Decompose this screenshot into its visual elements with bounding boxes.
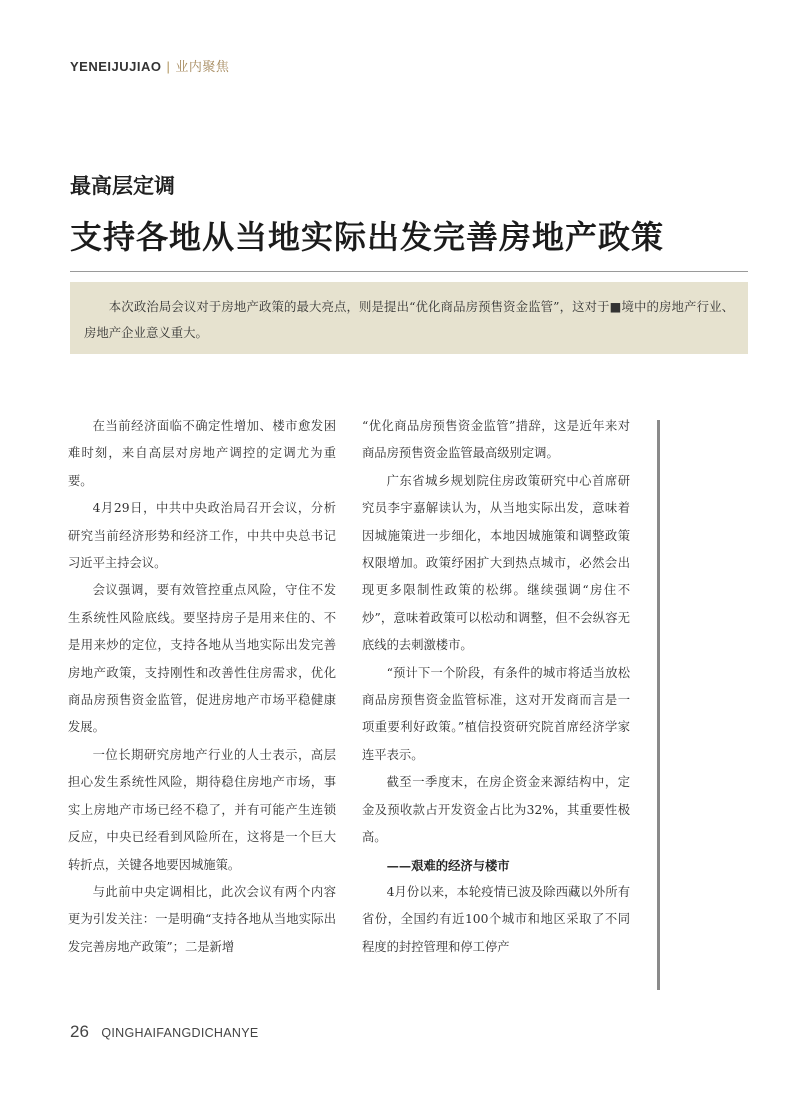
body-paragraph: 截至一季度末，在房企资金来源结构中，定金及预收款占开发资金占比为32%，其重要性极高。	[362, 775, 630, 845]
body-paragraph: “预计下一个阶段，有条件的城市将适当放松商品房预售资金监管标准，这对开发商而言是一项重要利好政策。”植信投资研究院首席经济学家连平表示。	[362, 665, 630, 762]
section-subheading: ——艰难的经济与楼市	[386, 857, 510, 873]
body-paragraph: 在当前经济面临不确定性增加、楼市愈发困难时刻，来自高层对房地产调控的定调尤为重要。	[68, 419, 336, 488]
page-footer	[70, 1022, 259, 1042]
page-number: 26	[70, 1022, 89, 1041]
body-paragraph: 4月29日，中共中央政治局召开会议，分析研究当前经济形势和经济工作，中共中央总书记习近平主持会议。	[68, 501, 336, 571]
article-headline: 支持各地从当地实际出发完善房地产政策	[70, 218, 665, 256]
header-separator: |	[166, 59, 171, 74]
body-paragraph: 与此前中央定调相比，此次会议有两个内容更为引发关注：一是明确“支持各地从当地实际出发完善房地产政策”；二是新增	[68, 884, 336, 954]
body-paragraph: 会议强调，要有效管控重点风险，守住不发生系统性风险底线。要坚持房子是用来住的、不是用来炒的定位，支持各地从当地实际出发完善房地产政策，支持刚性和改善性住房需求，优化商品房预售资金监管，促进房地产市场平稳健康发展。	[68, 583, 336, 735]
left-column	[68, 413, 336, 961]
column-side-rule	[657, 420, 660, 990]
body-paragraph: 一位长期研究房地产行业的人士表示，高层担心发生系统性风险，期待稳住房地产市场，事实上房地产市场已经不稳了，并有可能产生连锁反应，中央已经看到风险所在，这将是一个巨大转折点，关键各地要因城施策。	[68, 747, 336, 872]
running-header	[70, 56, 229, 75]
header-brand: YENEIJUJIAO	[70, 59, 162, 74]
title-divider	[70, 271, 748, 272]
header-section: 业内聚焦	[175, 60, 230, 75]
body-paragraph: 广东省城乡规划院住房政策研究中心首席研究员李宇嘉解读认为，从当地实际出发，意味着因城施策进一步细化，本地因城施策和调整政策权限增加。政策纾困扩大到热点城市，必然会出现更多限制性政策的松绑。继续强调“房住不炒”，意味着政策可以松动和调整，但不会纵容无底线的去刺激楼市。	[362, 473, 630, 653]
article-summary-box: 本次政治局会议对于房地产政策的最大亮点，则是提出“优化商品房预售资金监管”，这对于■境中的房地产行业、房地产企业意义重大。	[70, 282, 748, 354]
body-paragraph-continuation: “优化商品房预售资金监管”措辞，这是近年来对商品房预售资金监管最高级别定调。	[362, 419, 630, 461]
right-column	[362, 413, 630, 961]
body-paragraph: 4月份以来，本轮疫情已波及除西藏以外所有省份，全国约有近100个城市和地区采取了不同程度的封控管理和停工停产	[362, 884, 630, 954]
article-kicker: 最高层定调	[70, 174, 175, 198]
magazine-name: QINGHAIFANGDICHANYE	[101, 1026, 259, 1040]
